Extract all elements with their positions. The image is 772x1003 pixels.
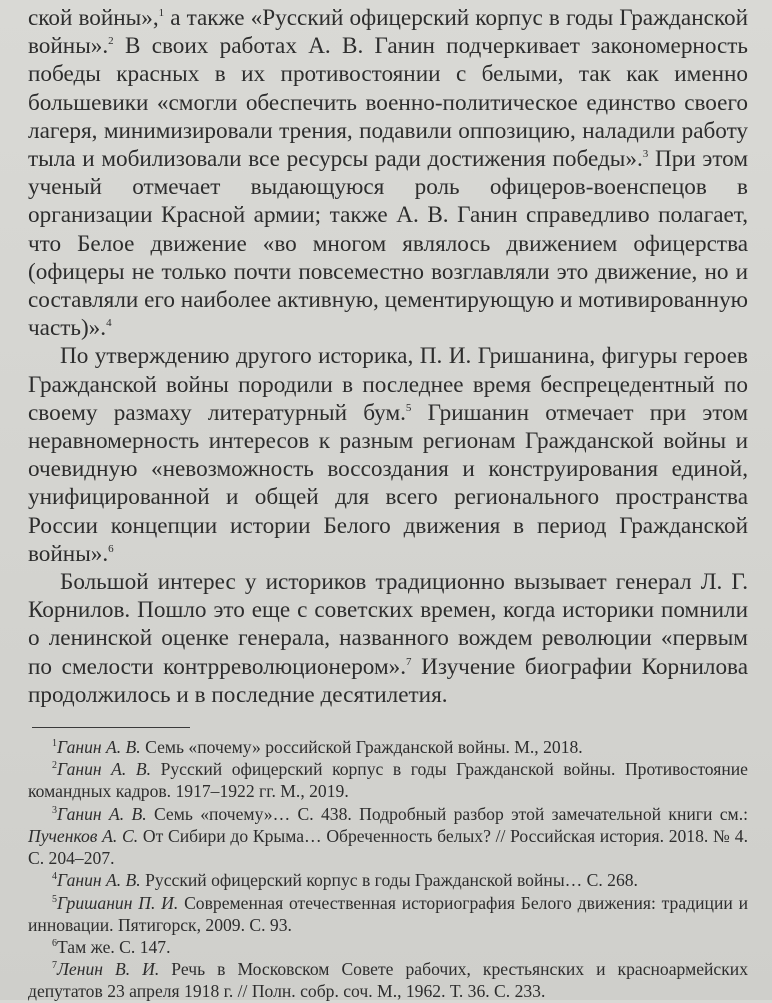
footnote-marker: 4 [106, 317, 112, 330]
text-run: Современная отечественная историография Белого движения: традиции и инновации. Пятигорск, 2009. С. 93. [28, 892, 748, 935]
footnote-marker: 1 [52, 738, 57, 750]
footnote-marker: 2 [52, 760, 57, 772]
author-name: Ганин А. В. [57, 759, 152, 780]
author-name: Ленин В. И. [57, 959, 160, 980]
footnote-marker: 7 [406, 655, 412, 668]
footnote-marker: 2 [108, 35, 114, 48]
footnote [28, 803, 748, 870]
footnote-marker: 3 [642, 148, 649, 161]
author-name: Ганин А. В. [57, 870, 141, 891]
footnote-marker: 6 [52, 937, 57, 949]
body-paragraph [28, 568, 748, 709]
footnote-marker: 5 [52, 893, 57, 905]
footnote [28, 936, 748, 958]
text-run: Русский офицерский корпус в годы Гражданской войны… С. 268. [140, 870, 638, 891]
footnote-marker: 3 [52, 804, 57, 816]
text-run: Большой интерес у историков традиционно вызывает генерал Л. Г. Корнилов. Пошло это еще с советских времен, когда историки помнили о ленинской оценке генерала, названного вождем революции «первым по смелости контрреволюционером». [28, 569, 748, 680]
text-run: Речь в Московском Совете рабочих, крестьянских и красноармейских депутатов 23 апреля 1918 г. // Полн. собр. соч. М., 1962. Т. 36. С. 233. [28, 959, 748, 1002]
footnote-marker: 6 [108, 542, 114, 555]
text-run: Семь «почему»… С. 438. Подробный разбор этой замечательной книги см.: [146, 803, 748, 824]
footnote [28, 869, 748, 891]
footnote [28, 758, 748, 802]
footnote-marker: 1 [158, 7, 165, 19]
footnote-marker: 7 [52, 960, 57, 972]
footnotes [28, 736, 748, 1002]
author-name: Ганин А. В. [57, 803, 147, 824]
text-run: Русский офицерский корпус в годы Гражданской войны. Противостояние командных кадров. 1917–1922 гг. М., 2019. [28, 759, 748, 802]
text-run: При этом ученый отмечает выдающуюся роль офицеров-военспецов в организации Красной армии; также А. В. Ганин справедливо полагает, что Белое движение «во многом являлось движением офицерства (офицеры не только почти повсеместно возглавляли это движение, но и составляли его наиболее активную, цементирующую и мотивированную часть)». [28, 146, 748, 342]
text-run: Семь «почему» российской Гражданской войны. М., 2018. [140, 737, 583, 758]
text-run: В своих работах А. В. Ганин подчеркивает закономерность победы красных в их противостоянии с белыми, так как именно большевики «смогли обеспечить военно-политическое единство своего лагеря, минимизировали трения, подавили оппозицию, наладили работу тыла и мобилизовали все ресурсы ради достижения победы». [28, 33, 748, 173]
text-run: От Сибири до Крыма… Обреченность белых? // Российская история. 2018. № 4. С. 204–207. [28, 825, 749, 869]
footnote [28, 958, 748, 1002]
text-run: Там же. С. 147. [57, 936, 171, 957]
body-paragraph [28, 342, 748, 568]
author-name: Гришанин П. И. [57, 892, 179, 913]
text-run: По утверждению другого историка, П. И. Гришанина, фигуры героев Гражданской войны породили в последнее время беспрецедентный по своему размаху литературный бум. [28, 343, 748, 426]
text-run: а также «Русский офицерский корпус в годы Гражданской войны». [28, 5, 748, 60]
main-text [28, 4, 748, 709]
author-name: Ганин А. В. [57, 737, 141, 758]
text-run: Гришанин отмечает при этом неравномерность интересов к разным регионам Гражданской войны и очевидную «невозможность воссоздания и конструирования единой, унифицированной и общей для всего регионального пространства России концепции истории Белого движения в период Гражданской войны». [28, 399, 748, 567]
footnote [28, 892, 748, 936]
text-run: ской войны», [28, 5, 159, 31]
footnote-marker: 4 [52, 871, 57, 883]
footnote-separator [32, 727, 190, 728]
author-name: Пученков А. С. [28, 825, 139, 846]
text-run: Изучение биографии Корнилова продолжилось и в последние десятилетия. [28, 653, 748, 708]
book-page [28, 4, 748, 1003]
footnote [28, 736, 748, 758]
body-paragraph [28, 4, 748, 342]
footnote-marker: 5 [405, 401, 412, 414]
